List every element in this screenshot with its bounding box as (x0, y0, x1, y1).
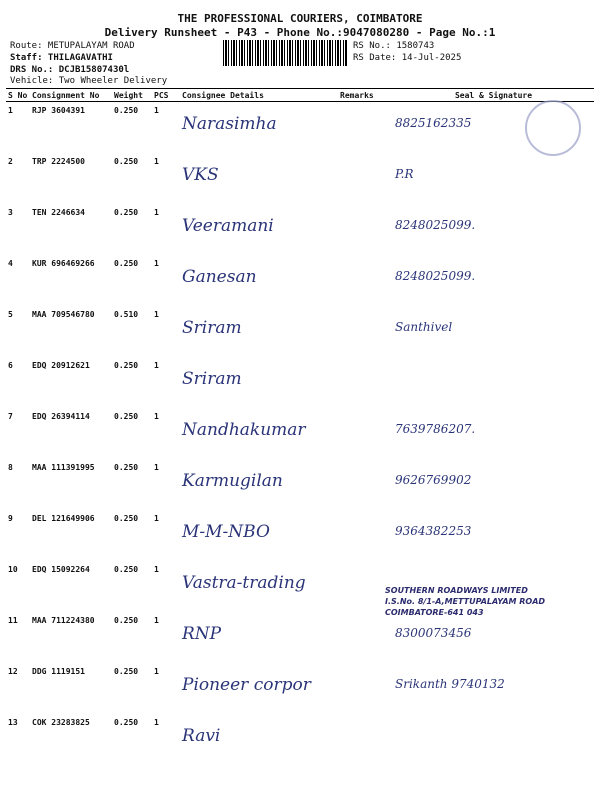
row-sno: 11 (8, 616, 18, 625)
rs-number: RS No.: 1580743 (353, 41, 435, 51)
row-signature: 7639786207. (395, 422, 476, 436)
row-remarks (338, 459, 393, 510)
row-pcs: 1 (154, 514, 159, 523)
route-label: Route: METUPALAYAM ROAD (10, 41, 135, 51)
row-sno: 7 (8, 412, 13, 421)
row-consignment-no: MAA 709546780 (32, 310, 95, 319)
row-consignee: Narasimha (182, 114, 277, 134)
row-pcs: 1 (154, 616, 159, 625)
row-sno: 6 (8, 361, 13, 370)
row-remarks (338, 612, 393, 663)
row-consignment-no: TEN 2246634 (32, 208, 85, 217)
row-sno: 8 (8, 463, 13, 472)
row-consignee: Karmugilan (182, 471, 283, 491)
table-row (6, 612, 594, 663)
row-pcs: 1 (154, 310, 159, 319)
row-sno: 2 (8, 157, 13, 166)
row-consignment-no: DEL 121649906 (32, 514, 95, 523)
table-row (6, 102, 594, 154)
row-sno: 13 (8, 718, 18, 727)
row-weight: 0.250 (114, 208, 139, 217)
row-consignee: Sriram (182, 369, 242, 389)
row-weight: 0.510 (114, 310, 139, 319)
row-consignee: Pioneer corpor (182, 675, 311, 695)
row-consignment-no: KUR 696469266 (32, 259, 95, 268)
row-signature: 8300073456 (395, 626, 472, 640)
row-consignee: Veeramani (182, 216, 274, 236)
row-signature: 9364382253 (395, 524, 472, 538)
stamp-line-3: COIMBATORE-641 043 (385, 608, 484, 617)
col-consignment: Consignment No (30, 89, 112, 102)
row-pcs: 1 (154, 106, 159, 115)
row-consignment-no: TRP 2224500 (32, 157, 85, 166)
row-weight: 0.250 (114, 565, 139, 574)
table-header-row (6, 89, 594, 102)
company-stamp (385, 585, 590, 618)
row-remarks (338, 255, 393, 306)
col-weight: Weight (112, 89, 152, 102)
row-signature: 8825162335 (395, 116, 472, 130)
col-signature: Seal & Signature (393, 89, 594, 102)
row-consignee: RNP (182, 624, 222, 644)
rs-date: RS Date: 14-Jul-2025 (353, 53, 462, 63)
row-consignment-no: EDQ 26394114 (32, 412, 90, 421)
table-row (6, 153, 594, 204)
row-sno: 1 (8, 106, 13, 115)
row-remarks (338, 714, 393, 765)
row-consignee: M-M-NBO (182, 522, 270, 542)
row-remarks (338, 357, 393, 408)
courier-seal-stamp (525, 100, 581, 156)
table-row (6, 204, 594, 255)
row-remarks (338, 306, 393, 357)
row-pcs: 1 (154, 259, 159, 268)
row-sno: 5 (8, 310, 13, 319)
row-signature: Santhivel (395, 320, 453, 334)
row-signature: P.R (395, 167, 414, 181)
runsheet-table (6, 88, 594, 765)
col-pcs: PCS (152, 89, 180, 102)
row-pcs: 1 (154, 208, 159, 217)
table-row (6, 408, 594, 459)
row-pcs: 1 (154, 412, 159, 421)
row-weight: 0.250 (114, 616, 139, 625)
row-signature: 9626769902 (395, 473, 472, 487)
row-remarks (338, 510, 393, 561)
staff-label: Staff: THILAGAVATHI (10, 53, 113, 63)
row-consignee: VKS (182, 165, 219, 185)
row-pcs: 1 (154, 157, 159, 166)
row-consignee: Sriram (182, 318, 242, 338)
row-consignment-no: MAA 111391995 (32, 463, 95, 472)
col-consignee: Consignee Details (180, 89, 338, 102)
table-row (6, 510, 594, 561)
table-row (6, 663, 594, 714)
row-remarks (338, 204, 393, 255)
row-remarks (338, 153, 393, 204)
row-pcs: 1 (154, 667, 159, 676)
col-remarks: Remarks (338, 89, 393, 102)
row-consignment-no: RJP 3604391 (32, 106, 85, 115)
runsheet-subtitle: Delivery Runsheet - P43 - Phone No.:9047080280 - Page No.:1 (104, 26, 496, 39)
stamp-line-1: SOUTHERN ROADWAYS LIMITED (385, 586, 528, 595)
row-weight: 0.250 (114, 106, 139, 115)
row-weight: 0.250 (114, 157, 139, 166)
table-row (6, 306, 594, 357)
row-signature: Srikanth 9740132 (395, 677, 505, 691)
row-weight: 0.250 (114, 463, 139, 472)
row-sno: 9 (8, 514, 13, 523)
barcode (223, 40, 347, 66)
row-weight: 0.250 (114, 361, 139, 370)
table-row (6, 459, 594, 510)
stamp-line-2: I.S.No. 8/1-A,METTUPALAYAM ROAD (385, 597, 546, 606)
vehicle-label: Vehicle: Two Wheeler Delivery (10, 76, 168, 86)
row-signature: 8248025099. (395, 218, 476, 232)
row-sno: 3 (8, 208, 13, 217)
row-consignment-no: MAA 711224380 (32, 616, 95, 625)
row-consignment-no: DDG 1119151 (32, 667, 85, 676)
row-pcs: 1 (154, 718, 159, 727)
table-row (6, 714, 594, 765)
row-consignment-no: COK 23283825 (32, 718, 90, 727)
row-pcs: 1 (154, 361, 159, 370)
row-sno: 12 (8, 667, 18, 676)
row-consignment-no: EDQ 20912621 (32, 361, 90, 370)
row-consignment-no: EDQ 15092264 (32, 565, 90, 574)
row-weight: 0.250 (114, 412, 139, 421)
col-sno: S No (6, 89, 30, 102)
row-consignee: Ganesan (182, 267, 257, 287)
row-signature: 8248025099. (395, 269, 476, 283)
row-weight: 0.250 (114, 718, 139, 727)
row-sno: 4 (8, 259, 13, 268)
row-consignee: Ravi (182, 726, 221, 746)
row-weight: 0.250 (114, 514, 139, 523)
table-row (6, 357, 594, 408)
row-weight: 0.250 (114, 259, 139, 268)
row-consignee: Vastra-trading (182, 573, 306, 593)
company-title: THE PROFESSIONAL COURIERS, COIMBATORE (177, 12, 423, 25)
row-remarks (338, 102, 393, 154)
row-consignee: Nandhakumar (182, 420, 306, 440)
row-signature (393, 714, 594, 765)
row-remarks (338, 408, 393, 459)
row-pcs: 1 (154, 565, 159, 574)
row-weight: 0.250 (114, 667, 139, 676)
table-row (6, 255, 594, 306)
row-signature (393, 357, 594, 408)
drs-label: DRS No.: DCJB15807430l (10, 65, 130, 75)
row-sno: 10 (8, 565, 18, 574)
row-remarks (338, 663, 393, 714)
row-pcs: 1 (154, 463, 159, 472)
